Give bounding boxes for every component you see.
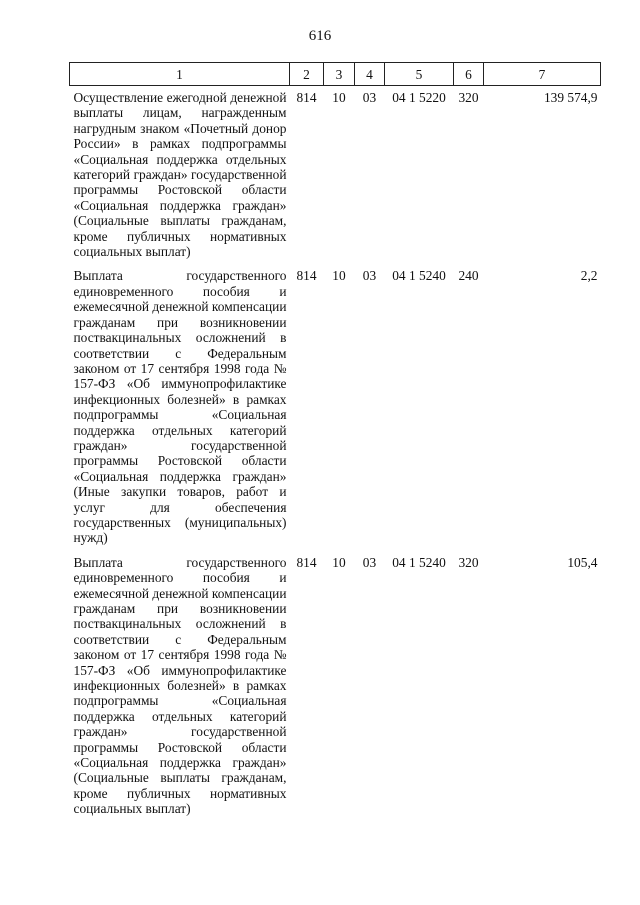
- column-header-2: 2: [290, 63, 324, 86]
- header-row: [70, 63, 601, 86]
- amount: 105,4: [567, 554, 598, 570]
- column-header-5: 5: [385, 63, 454, 86]
- column-header-6: 6: [454, 63, 484, 86]
- table-row: [70, 86, 601, 264]
- expense-type-code: 320: [458, 554, 479, 570]
- column-header-4: 4: [355, 63, 385, 86]
- ministry-code: 814: [296, 554, 317, 570]
- subsection-code: 03: [362, 268, 377, 284]
- subsection-code: 03: [362, 90, 377, 105]
- table-header: [70, 63, 601, 86]
- amount: 2,2: [580, 268, 598, 284]
- expense-type-code: 320: [458, 90, 479, 105]
- expense-name: Осуществление ежегодной денежной выплаты лицам, награжденным нагрудным знаком «Почетный донор России» в рамках подпрограммы «Социальная поддержка отдельных категорий граждан» государственной программы Ростовской области «Социальная поддержка граждан» (Социальные выплаты гражданам, кроме публичных нормативных социальных выплат): [73, 90, 287, 260]
- subsection-code: 03: [362, 554, 377, 570]
- target-article-code: 04 1 5240: [392, 268, 446, 284]
- target-article-code: 04 1 5220: [392, 90, 446, 105]
- column-header-1: 1: [70, 63, 290, 86]
- expense-type-code: 240: [458, 268, 479, 284]
- section-code: 10: [332, 268, 346, 284]
- target-article-code: 04 1 5240: [392, 554, 446, 570]
- column-header-3: 3: [324, 63, 355, 86]
- amount: 139 574,9: [543, 90, 598, 105]
- budget-table: [69, 62, 601, 821]
- ministry-code: 814: [296, 268, 317, 284]
- table-body: [70, 86, 601, 821]
- table-row: [70, 550, 601, 821]
- expense-name: Выплата государственного единовременного пособия и ежемесячной денежной компенсации гражданам при возникновении поствакцинальных осложнений в соответствии с Федеральным законом от 17 сентября 1998 года № 157-ФЗ «Об иммунопрофилактике инфекционных болезней» в рамках подпрограммы «Социальная поддержка отдельных категорий граждан» государственной программы Ростовской области «Социальная поддержка граждан» (Иные закупки товаров, работ и услуг для обеспечения государственных (муниципальных) нужд): [73, 268, 287, 546]
- page-number: 616: [308, 28, 332, 44]
- column-header-7: 7: [484, 63, 601, 86]
- expense-name: Выплата государственного единовременного пособия и ежемесячной денежной компенсации гражданам при возникновении поствакцинальных осложнений в соответствии с Федеральным законом от 17 сентября 1998 года № 157-ФЗ «Об иммунопрофилактике инфекционных болезней» в рамках подпрограммы «Социальная поддержка отдельных категорий граждан» государственной программы Ростовской области «Социальная поддержка граждан» (Социальные выплаты гражданам, кроме публичных нормативных социальных выплат): [73, 554, 287, 817]
- section-code: 10: [332, 90, 346, 105]
- section-code: 10: [332, 554, 346, 570]
- table-row: [70, 263, 601, 549]
- ministry-code: 814: [296, 90, 317, 105]
